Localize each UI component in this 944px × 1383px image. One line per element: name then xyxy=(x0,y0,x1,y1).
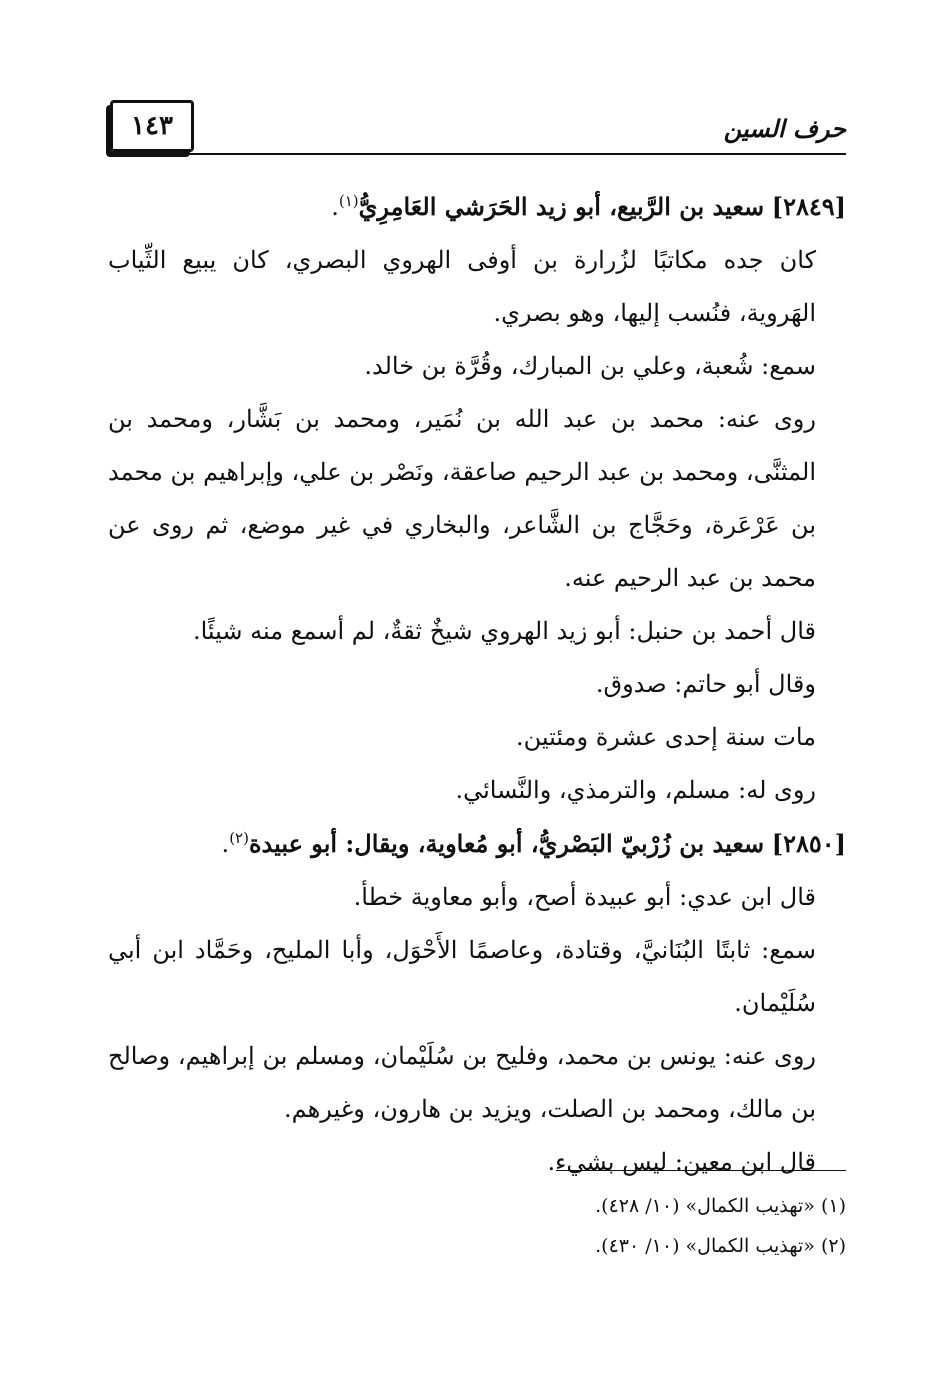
entry-number: [٢٨٥٠] xyxy=(771,829,846,858)
entry-paragraph: روى له: مسلم، والترمذي، والنَّسائي. xyxy=(455,776,816,804)
entry-paragraph: وقال أبو حاتم: صدوق. xyxy=(595,670,816,698)
footnotes xyxy=(595,1186,846,1266)
entry-paragraph: سمع: شُعبة، وعلي بن المبارك، وقُرَّة بن خالد. xyxy=(364,352,816,380)
entry-paragraph: كان جده مكاتبًا لزُرارة بن أوفى الهروي البصري، كان يبيع الثِّياب الهَروية، فنُسب إليها، وهو بصري. xyxy=(108,246,816,327)
footnote-rule xyxy=(556,1170,846,1171)
entry-name: سعيد بن زُرْبيّ البَصْريُّ، أبو مُعاوية، ويقال: أبو عبيدة xyxy=(248,829,765,858)
entry-paragraph: قال ابن معين: ليس بشيء. xyxy=(547,1148,816,1176)
entry-number: [٢٨٤٩] xyxy=(771,192,846,221)
footnote: (١) «تهذيب الكمال» (١٠/ ٤٢٨). xyxy=(595,1195,846,1217)
entry-paragraph: مات سنة إحدى عشرة ومئتين. xyxy=(516,723,816,751)
running-title: حرف السين xyxy=(723,114,846,143)
entry-paragraph: روى عنه: محمد بن عبد الله بن نُمَير، ومحمد بن بَشَّار، ومحمد بن المثنَّى، ومحمد بن عبد الرحيم صاعقة، ونَصْر بن علي، وإبراهيم بن محمد بن عَرْعَرة، وحَجَّاج بن الشَّاعر، والبخاري في غير موضع، ثم روى عن محمد بن عبد الرحيم عنه. xyxy=(108,405,816,592)
header-rule xyxy=(110,153,846,155)
entry-heading: [٢٨٤٩] سعيد بن الرَّبيع، أبو زيد الحَرَشي العَامِرِيُّ$^{(١)}$. xyxy=(331,192,846,221)
footnote-ref: (١) xyxy=(338,192,359,210)
entry-paragraph: سمع: ثابتًا البُنَانيَّ، وقتادة، وعاصمًا الأَحْوَل، وأبا المليح، وحَمَّاد ابن أبي سُلَيْمان. xyxy=(108,936,816,1017)
footnote: (٢) «تهذيب الكمال» (١٠/ ٤٣٠). xyxy=(595,1235,846,1257)
page-number-text: ١٤٣ xyxy=(131,111,173,141)
page-number xyxy=(110,100,194,152)
page-body xyxy=(108,180,846,1189)
entry-paragraph: قال أحمد بن حنبل: أبو زيد الهروي شيخٌ ثقةٌ، لم أسمع منه شيئًا. xyxy=(192,617,816,645)
footnote-ref: (٢) xyxy=(229,829,249,847)
entry-paragraph: روى عنه: يونس بن محمد، وفليح بن سُلَيْمان، ومسلم بن إبراهيم، وصالح بن مالك، ومحمد بن الصلت، ويزيد بن هارون، وغيرهم. xyxy=(108,1042,816,1123)
entry-name: سعيد بن الرَّبيع، أبو زيد الحَرَشي العَامِرِيُّ xyxy=(358,192,765,221)
entry-paragraph: قال ابن عدي: أبو عبيدة أصح، وأبو معاوية خطأ. xyxy=(353,883,816,911)
entry-heading: [٢٨٥٠] سعيد بن زُرْبيّ البَصْريُّ، أبو مُعاوية، ويقال: أبو عبيدة$^{(٢)}$. xyxy=(221,829,846,858)
